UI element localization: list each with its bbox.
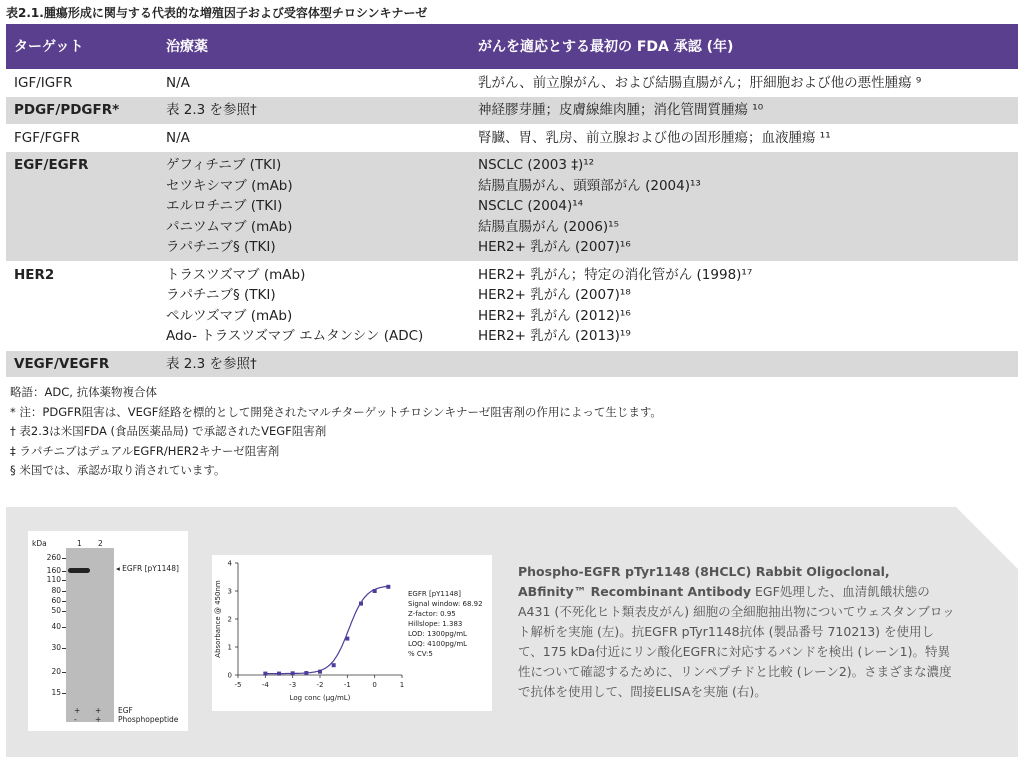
- cell-line: HER2+ 乳がん (2007)¹⁶: [478, 239, 631, 255]
- marker-label: 50: [51, 606, 61, 615]
- marker-label: 30: [51, 643, 61, 652]
- cell-line: N/A: [166, 129, 190, 146]
- y-axis-label: Absorbance @ 450nm: [214, 580, 222, 658]
- figure-description: [518, 562, 958, 702]
- cell-line: セツキシマブ (mAb): [166, 177, 293, 194]
- target-cell: [6, 97, 158, 125]
- cell-line: HER2+ 乳がん；特定の消化管がん (1998)¹⁷: [478, 266, 753, 283]
- target-cell: [6, 152, 158, 262]
- cell-line: FGF/FGFR: [14, 129, 80, 146]
- marker-label: 40: [51, 622, 61, 631]
- data-table: [6, 24, 1018, 377]
- stat-line: % CV:5: [408, 650, 433, 658]
- cell-line: VEGF/VEGFR: [14, 355, 110, 372]
- blot-membrane: [66, 548, 114, 722]
- table-title: 表2.1.腫瘍形成に関与する代表的な増殖因子および受容体型チロシンキナーゼ: [6, 6, 428, 20]
- data-point: [373, 589, 377, 593]
- cell-line: パニツムマブ (mAb): [166, 218, 293, 235]
- cell-line: EGF/EGFR: [14, 157, 89, 173]
- table-row: [6, 152, 1018, 262]
- marker-tick: [62, 580, 66, 581]
- cell-line: 乳がん、前立腺がん、および結腸直腸がん；肝細胞および他の悪性腫瘍 ⁹: [478, 74, 922, 91]
- header-target: ターゲット: [6, 24, 158, 69]
- elisa-figure: [212, 555, 492, 711]
- approval-cell: [470, 261, 1018, 350]
- treatment-label: Phosphopeptide: [118, 715, 179, 724]
- marker-tick: [62, 693, 66, 694]
- cell-line: トラスツズマブ (mAb): [166, 266, 306, 283]
- data-point: [332, 663, 336, 667]
- cell-line: ゲフィチニブ (TKI): [166, 157, 282, 173]
- cell-line: 表 2.3 を参照†: [166, 355, 257, 372]
- treatment-value: +: [95, 706, 102, 715]
- cell-line: 結腸直腸がん、頭頸部がん (2004)¹³: [478, 177, 701, 194]
- footnote: § 米国では、承認が取り消されています。: [10, 463, 226, 477]
- target-cell: [6, 124, 158, 152]
- x-tick-label: -4: [261, 681, 269, 689]
- data-point: [318, 670, 322, 674]
- drug-cell: [158, 97, 470, 125]
- header-drug: 治療薬: [158, 24, 470, 69]
- footnote: † 表2.3は米国FDA (食品医薬品局) で承認されたVEGF阻害剤: [10, 424, 327, 438]
- y-tick-label: 1: [227, 643, 232, 652]
- elisa-stats: [408, 589, 483, 659]
- stat-line: Z-factor: 0.95: [408, 610, 456, 618]
- y-tick-label: 3: [227, 587, 232, 596]
- stat-line: LOD: 1300pg/mL: [408, 630, 467, 638]
- footnote: * 注：PDGFR阻害は、VEGF経路を標的として開発されたマルチターゲットチロシンキナーゼ阻害剤の作用によって生じます。: [10, 404, 662, 419]
- treatment-value: -: [74, 715, 77, 724]
- y-tick-label: 0: [227, 671, 232, 680]
- approval-cell: [470, 97, 1018, 125]
- marker-tick: [62, 627, 66, 628]
- data-point: [291, 671, 295, 675]
- data-point: [386, 585, 390, 589]
- drug-cell: [158, 261, 470, 350]
- cell-line: NSCLC (2004)¹⁴: [478, 198, 584, 214]
- approval-cell: [470, 69, 1018, 97]
- product-name: Phospho-EGFR pTyr1148 (8HCLC) Rabbit Oligoclonal, ABfinity™ Recombinant Antibody: [518, 564, 890, 599]
- treatment-value: +: [74, 706, 81, 715]
- table-row: [6, 97, 1018, 125]
- cell-line: 結腸直腸がん (2006)¹⁵: [478, 218, 620, 235]
- footnote: ‡ ラパチニブはデュアルEGFR/HER2キナーゼ阻害剤: [10, 443, 280, 458]
- footnotes: [10, 383, 662, 481]
- x-tick-label: 0: [372, 681, 377, 689]
- x-tick-label: -2: [316, 681, 324, 689]
- marker-label: 110: [46, 575, 61, 584]
- cell-line: エルロチニブ (TKI): [166, 198, 283, 214]
- approval-cell: [470, 350, 1018, 377]
- table-row: [6, 261, 1018, 350]
- target-cell: [6, 350, 158, 377]
- cell-line: 神経膠芽腫；皮膚線維肉腫；消化管間質腫瘍 ¹⁰: [478, 102, 764, 118]
- cell-line: Ado- トラスツズマブ エムタンシン (ADC): [166, 328, 424, 344]
- data-point: [277, 672, 281, 676]
- band-label: ◂ EGFR [pY1148]: [116, 564, 179, 573]
- data-point: [345, 637, 349, 641]
- data-point: [304, 671, 308, 675]
- marker-label: 20: [51, 667, 61, 676]
- stat-line: Signal window: 68.92: [408, 600, 483, 608]
- marker-tick: [62, 672, 66, 673]
- header-approval: がんを適応とする最初の FDA 承認 (年): [470, 24, 1018, 69]
- marker-tick: [62, 611, 66, 612]
- cell-line: ラパチニブ§ (TKI): [166, 287, 276, 303]
- marker-label: 15: [51, 688, 61, 697]
- treatment-label: EGF: [118, 706, 133, 715]
- footnote: 略語：ADC, 抗体薬物複合体: [10, 385, 158, 399]
- marker-tick: [62, 648, 66, 649]
- fit-curve: [265, 586, 388, 673]
- drug-cell: [158, 124, 470, 152]
- cell-line: HER2+ 乳がん (2012)¹⁶: [478, 307, 631, 324]
- cell-line: ラパチニブ§ (TKI): [166, 239, 276, 255]
- x-tick-label: -1: [343, 681, 351, 689]
- cell-line: 腎臓、胃、乳房、前立腺および他の固形腫瘍；血液腫瘍 ¹¹: [478, 129, 831, 146]
- x-axis-label: Log conc (µg/mL): [289, 694, 351, 702]
- marker-label: 160: [46, 566, 61, 575]
- x-tick-label: -5: [234, 681, 242, 689]
- marker-label: 260: [46, 553, 61, 562]
- cell-line: HER2+ 乳がん (2013)¹⁹: [478, 328, 631, 344]
- cell-line: NSCLC (2003 ‡)¹²: [478, 157, 595, 173]
- description-body: EGF処理した、血清飢餓状態のA431 (不死化ヒト類表皮がん) 細胞の全細胞抽出物についてウェスタンブロット解析を実施 (左)。抗EGFR pTyr1148抗体 (製品番号 710213) を使用して、175 kDa付近にリン酸化EGFRに対応するバンドを検出 (レーン1)。特異性について確認するために、リンペプチドと比較 (レーン2)。さまざまな濃度で抗体を使用して、間接ELISAを実施 (右)。: [518, 584, 955, 699]
- y-tick-label: 2: [227, 615, 232, 624]
- drug-cell: [158, 350, 470, 377]
- western-blot-figure: [28, 531, 188, 731]
- marker-label: 80: [51, 586, 61, 595]
- approval-cell: [470, 152, 1018, 262]
- marker-tick: [62, 558, 66, 559]
- drug-cell: [158, 152, 470, 262]
- x-tick-label: 1: [399, 681, 405, 689]
- marker-tick: [62, 591, 66, 592]
- x-tick-label: -3: [289, 681, 297, 689]
- cell-line: HER2+ 乳がん (2007)¹⁸: [478, 287, 631, 303]
- stat-line: LOQ: 4100pg/mL: [408, 640, 468, 648]
- table-header-row: [6, 24, 1018, 69]
- target-cell: [6, 261, 158, 350]
- blot-band: [68, 568, 90, 573]
- lane-label: 2: [98, 539, 103, 548]
- marker-tick: [62, 601, 66, 602]
- y-tick-label: 4: [227, 559, 232, 568]
- kda-label: kDa: [32, 539, 47, 548]
- cell-line: PDGF/PDGFR*: [14, 102, 120, 118]
- table-row: [6, 350, 1018, 377]
- target-cell: [6, 69, 158, 97]
- cell-line: 表 2.3 を参照†: [166, 102, 257, 118]
- table-row: [6, 124, 1018, 152]
- table-row: [6, 69, 1018, 97]
- stat-line: EGFR [pY1148]: [408, 590, 461, 598]
- cell-line: HER2: [14, 266, 55, 283]
- drug-cell: [158, 69, 470, 97]
- stat-line: Hillslope: 1.383: [408, 620, 463, 628]
- cell-line: IGF/IGFR: [14, 74, 73, 91]
- band-label-text: EGFR [pY1148]: [122, 564, 179, 573]
- data-point: [359, 602, 363, 606]
- cell-line: N/A: [166, 74, 190, 91]
- marker-label: 60: [51, 596, 61, 605]
- cell-line: ペルツズマブ (mAb): [166, 307, 293, 324]
- approval-cell: [470, 124, 1018, 152]
- data-point: [263, 672, 267, 676]
- marker-tick: [62, 571, 66, 572]
- lane-label: 1: [77, 539, 82, 548]
- treatment-value: +: [95, 715, 102, 724]
